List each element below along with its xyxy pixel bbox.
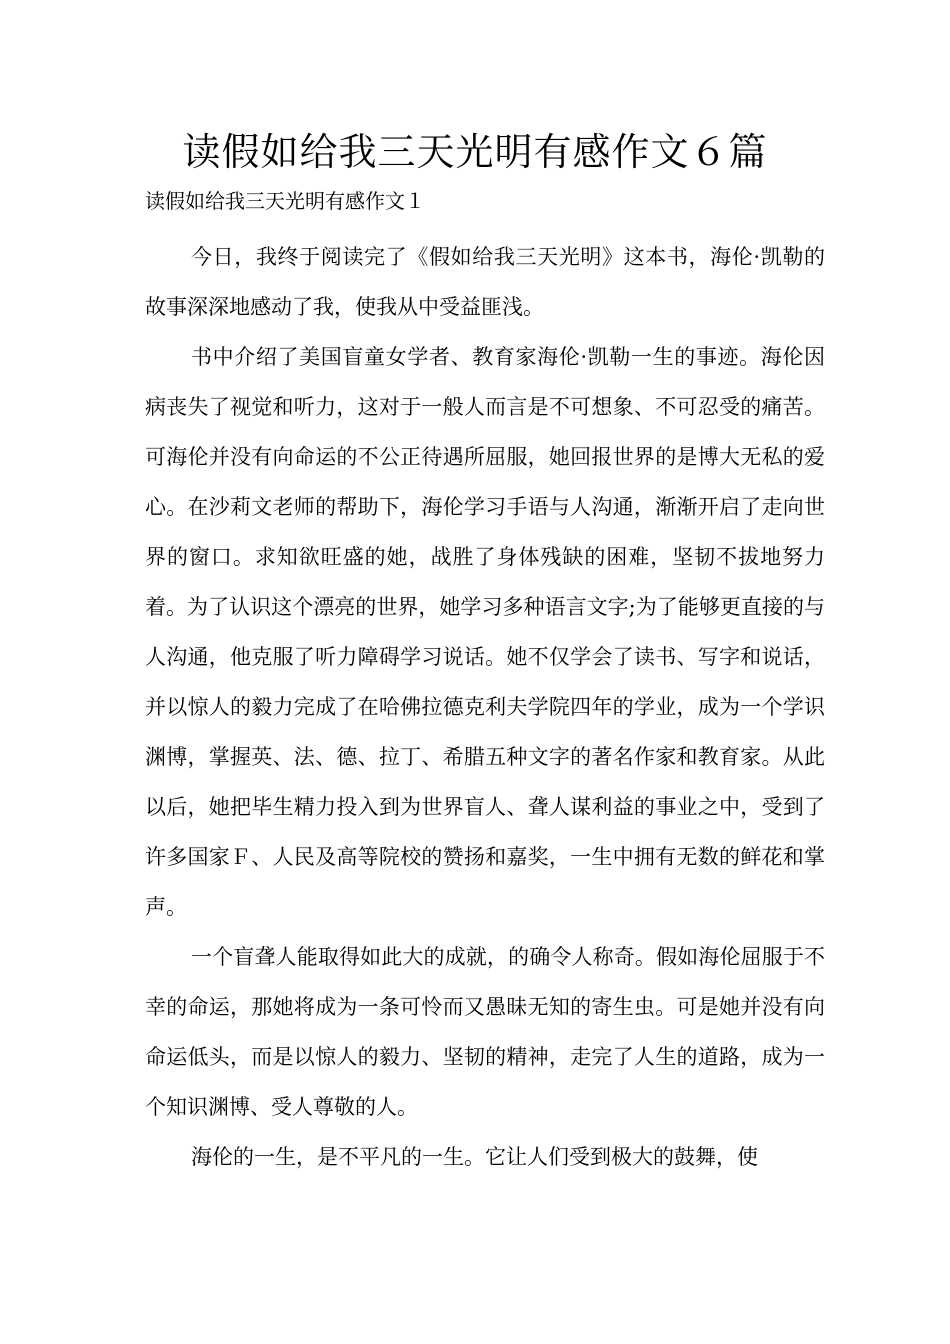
- document-title: 读假如给我三天光明有感作文６篇: [182, 130, 768, 174]
- essay-body: [145, 232, 825, 1182]
- paragraph-2: 书中介绍了美国盲童女学者、教育家海伦·凯勒一生的事迹。海伦因病丧失了视觉和听力，这对于一般人而言是不可想象、不可忍受的痛苦。可海伦并没有向命运的不公正待遇所屈服，她回报世界的是博大无私的爱心。在沙莉文老师的帮助下，海伦学习手语与人沟通，渐渐开启了走向世界的窗口。求知欲旺盛的她，战胜了身体残缺的困难，坚韧不拔地努力着。为了认识这个漂亮的世界，她学习多种语言文字;为了能够更直接的与人沟通，他克服了听力障碍学习说话。她不仅学会了读书、写字和说话，并以惊人的毅力完成了在哈佛拉德克利夫学院四年的学业，成为一个学识渊博，掌握英、法、德、拉丁、希腊五种文字的著名作家和教育家。从此以后，她把毕生精力投入到为世界盲人、聋人谋利益的事业之中，受到了许多国家Ｆ、人民及高等院校的赞扬和嘉奖，一生中拥有无数的鲜花和掌声。: [145, 345, 825, 919]
- paragraph-3: 一个盲聋人能取得如此大的成就，的确令人称奇。假如海伦屈服于不幸的命运，那她将成为一条可怜而又愚昧无知的寄生虫。可是她并没有向命运低头，而是以惊人的毅力、坚韧的精神，走完了人生的道路，成为一个知识渊博、受人尊敬的人。: [145, 945, 825, 1119]
- paragraph-4: 海伦的一生，是不平凡的一生。它让人们受到极大的鼓舞，使: [191, 1145, 758, 1169]
- essay-subtitle: 读假如给我三天光明有感作文１: [145, 189, 425, 213]
- paragraph-1: 今日，我终于阅读完了《假如给我三天光明》这本书，海伦·凯勒的故事深深地感动了我，使我从中受益匪浅。: [145, 245, 825, 319]
